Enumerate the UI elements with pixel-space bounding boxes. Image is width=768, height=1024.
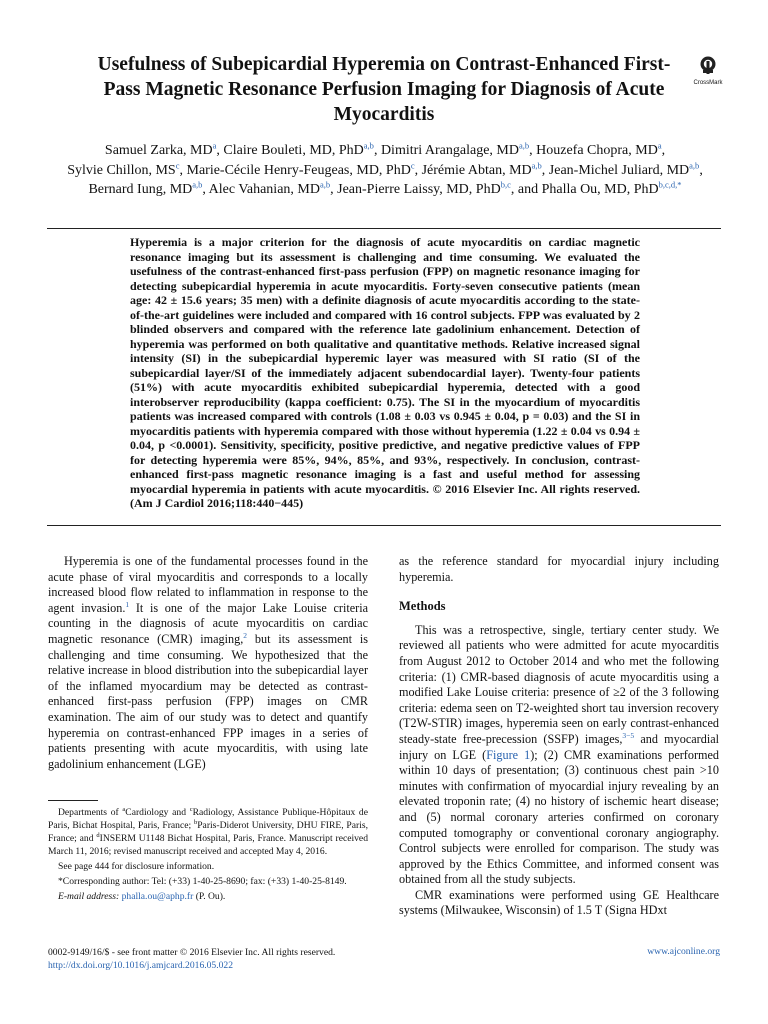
abstract: Hyperemia is a major criterion for the diagnosis of acute myocarditis on cardiac magnetic resonance imaging but its assessment is challenging and time consuming. We evaluated the usefulness of the contrast-enhanced first-pass perfusion (FPP) on magnetic resonance imaging for detecting subepicardial hyperemia in acute myocarditis. Forty-seven consecutive patients (mean age: 42 ± 15.6 years; 35 men) with a definite diagnosis of acute myocarditis according to the state-of-the-art guidelines were included and compared with 16 control subjects. FPP was evaluated by 2 blinded observers and compared with the reference late gadolinium enhancement. Detection of hyperemia was performed on both qualitative and quantitative methods. Relative increased signal intensity (SI) in the subepicardial hyperemic layer was measured with SI ratio (SI of the subepicardial layer/SI of the immediately adjacent subendocardial layer). Twenty-four patients (51%) with acute myocarditis exhibited subepicardial hyperemia, detected with a good interobserver reproducibility (kappa coefficient: 0.75). The SI in the myocardium of myocarditis patients was increased compared with controls (1.08 ± 0.03 vs 0.945 ± 0.04, p = 0.03) and the SI in myocarditis patients with hyperemia compared with those without hyperemia (1.22 ± 0.04 vs 0.94 ± 0.04, p <0.0001). Sensitivity, specificity, positive predictive, and negative predictive values of FPP for detecting hyperemia were 85%, 94%, 85%, and 93%, respectively. In conclusion, contrast-enhanced first-pass magnetic resonance imaging is a fast and useful method for assessing myocardial hyperemia in patients with acute myocarditis. © 2016 Elsevier Inc. All rights reserved. (Am J Cardiol 2016;118:440−445): [130, 235, 640, 510]
author: [380, 140, 530, 158]
methods-text-2: and myocardial injury on LGE (: [399, 731, 720, 762]
aff-text: Cardiology and: [125, 807, 190, 818]
aff-marker: d: [96, 831, 100, 839]
journal-website-link[interactable]: www.ajconline.org: [647, 946, 720, 957]
aff-marker: c: [189, 805, 193, 813]
aff-text: Paris-Diderot University, DHU FIRE, Paris, France; and: [48, 820, 368, 844]
author: [186, 159, 415, 178]
author: [541, 179, 682, 198]
author: [208, 179, 331, 198]
author: [104, 140, 217, 158]
figure-link[interactable]: Figure 1: [486, 747, 531, 762]
author-name: Samuel Zarka, MD: [104, 143, 213, 158]
author-affiliation[interactable]: a,b: [363, 140, 374, 151]
author-name: Marie-Cécile Henry-Feugeas, MD, PhD: [186, 162, 411, 178]
aff-marker: b: [193, 818, 198, 826]
disclosure-footnote: See page 444 for disclosure information.: [58, 861, 215, 872]
doi-link[interactable]: http://dx.doi.org/10.1016/j.amjcard.2016.05.022: [48, 960, 234, 971]
reference-link[interactable]: 2: [243, 630, 248, 640]
methods-text-1: This was a retrospective, single, tertiary center study. We reviewed all patients who were admitted for acute myocarditis from August 2012 to October 2014 and who met the following criteria: (1) CMR-based diagnosis of acute myocarditis using a modified Lake Louise criteria: presence of ≥2 of the 3 following criteria: edema seen on T2-weighted short tau inversion recovery (T2W-STIR) images, hyperemia seen on early contrast-enhanced steady-state free-precession (SSFP) images,: [399, 622, 719, 746]
author-name: Sylvie Chillon, MS: [67, 162, 176, 178]
left-column: [48, 554, 368, 772]
email-link[interactable]: phalla.ou@aphp.fr: [121, 891, 194, 902]
author: [337, 179, 511, 198]
footer-left: [48, 946, 335, 972]
email-label: E-mail address:: [58, 891, 122, 902]
aff-text: Departments of: [58, 807, 123, 818]
author: [548, 159, 700, 178]
author-name: Jean-Pierre Laissy, MD, PhD: [337, 182, 501, 198]
abstract-bottom-rule: [47, 525, 721, 526]
author-name: Jean-Michel Juliard, MD: [548, 162, 690, 178]
author-affiliation[interactable]: b,c,d,*: [658, 179, 682, 190]
author-affiliation[interactable]: a,b: [319, 179, 331, 190]
aff-text: INSERM U1148 Bichat Hospital, Paris, France. Manuscript received March 11, 2016; revised manuscript received and accepted May 4, 2016.: [48, 833, 368, 857]
intro-text-3: but its assessment is challenging and time consuming. We hypothesized that the relative increase in blood distribution into the subepicardial layer of the inflamed myocardium may be detected as contrast-enhanced first-pass perfusion (FPP) images on CMR examination. The aim of our study was to detect and quantify hyperemia on contrast-enhanced FPP images in a series of patients presenting with acute myocarditis, with using late gadolinium enhancement (LGE): [48, 631, 368, 771]
affiliations-footnote: [48, 806, 368, 858]
corresponding-footnote: *Corresponding author: Tel: (+33) 1-40-25-8690; fax: (+33) 1-40-25-8149.: [58, 876, 347, 887]
intro-paragraph: [48, 554, 368, 772]
author-name: Dimitri Arangalage, MD: [380, 143, 519, 158]
aff-marker: a: [122, 805, 126, 813]
reference-link[interactable]: 3−5: [622, 730, 635, 740]
author-name: Alec Vahanian, MD: [208, 182, 320, 198]
methods-text-3: ); (2) CMR examinations performed within 10 days of presentation; (3) continuous chest pain >10 minutes with confirmation of myocardial injury revealing by an elevated troponin rate; (4) no history of ischemic heart disease; and (5) normal coronary arteries confirmed on coronary computed tomography or conventional coronary angiography. Control subjects were enrolled for comparison. The study was approved by the Ethics Committee, and informed consent was obtained from all the study subjects.: [399, 747, 719, 887]
author-name: Claire Bouleti, MD, PhD: [223, 143, 364, 158]
issn-line: 0002-9149/16/$ - see front matter © 2016 Elsevier Inc. All rights reserved.: [48, 947, 336, 958]
author-name: Bernard Iung, MD: [88, 182, 193, 198]
crossmark-badge[interactable]: [693, 56, 723, 86]
abstract-top-rule: [47, 228, 721, 229]
intro-text-1: Hyperemia is one of the fundamental processes found in the acute phase of viral myocarditis and corresponds to a locally increased blood flow related to inflammation in response to the agent invasion.: [48, 554, 368, 615]
footnotes: [48, 806, 368, 905]
author-affiliation[interactable]: a,b: [192, 179, 203, 190]
methods-paragraph-2: CMR examinations were performed using GE Healthcare systems (Milwaukee, Wisconsin) of 1.5 T (Signa HDxt: [399, 887, 719, 918]
email-footnote: [48, 890, 368, 903]
author: [223, 140, 374, 158]
author-affiliation[interactable]: a: [212, 140, 217, 151]
methods-paragraph-1: [399, 623, 719, 888]
crossmark-label: CrossMark: [693, 80, 723, 86]
author-affiliation[interactable]: c: [410, 159, 415, 170]
author-name: Jérémie Abtan, MD: [421, 162, 532, 178]
author-affiliation[interactable]: c: [175, 159, 180, 170]
footnote-rule: [48, 800, 98, 801]
article-title: Usefulness of Subepicardial Hyperemia on Contrast-Enhanced First-Pass Magnetic Resonance Perfusion Imaging for Diagnosis of Acute Myocarditis: [97, 54, 671, 125]
author: [67, 159, 180, 178]
aff-text: Radiology, Assistance Publique-Hôpitaux de Paris, Bichat Hospital, Paris, France;: [48, 807, 368, 831]
author-name: Phalla Ou, MD, PhD: [541, 182, 659, 198]
author-list: Samuel Zarka, $MD^a$, Claire Bouleti, MD, PhD$^{a,b}$, Dimitri Arangalage, MD$^{a,b}$, Houzefa Chopra, $MD^a$, Sylvie Chillon, $MS^c$, Marie-Cécile Henry-Feugeas, MD, PhD$^c$, Jérémie Abtan, MD$^{a,b}$, Jean-Michel Juliard, MD$^{a,b}$, Bernard Iung, MD$^{a,b}$, Alec Vahanian, MD$^{a,b}$, Jean-Pierre Laissy, MD, PhD$^{b,c}$, and Phalla Ou, MD, PhD$^{b,c,d,*}$: [67, 140, 703, 198]
author: [421, 159, 542, 178]
intro-continuation: as the reference standard for myocardial injury including hyperemia.: [399, 554, 719, 584]
author-affiliation[interactable]: a: [657, 140, 662, 151]
author: [88, 179, 203, 198]
author-affiliation[interactable]: a,b: [518, 140, 530, 151]
author-affiliation[interactable]: a,b: [689, 159, 700, 170]
email-suffix: (P. Ou).: [193, 891, 226, 902]
author: [536, 140, 662, 158]
author-name: Houzefa Chopra, MD: [536, 143, 658, 158]
right-column: [399, 554, 719, 919]
author-affiliation[interactable]: b,c: [500, 179, 511, 190]
methods-heading: Methods: [399, 599, 446, 614]
intro-text-2: It is one of the major Lake Louise criteria counting in the diagnosis of acute myocarditis on cardiac magnetic resonance (CMR) imaging,: [48, 600, 368, 646]
crossmark-icon: [700, 56, 716, 74]
author-affiliation[interactable]: a,b: [531, 159, 542, 170]
reference-link[interactable]: 1: [125, 599, 130, 609]
